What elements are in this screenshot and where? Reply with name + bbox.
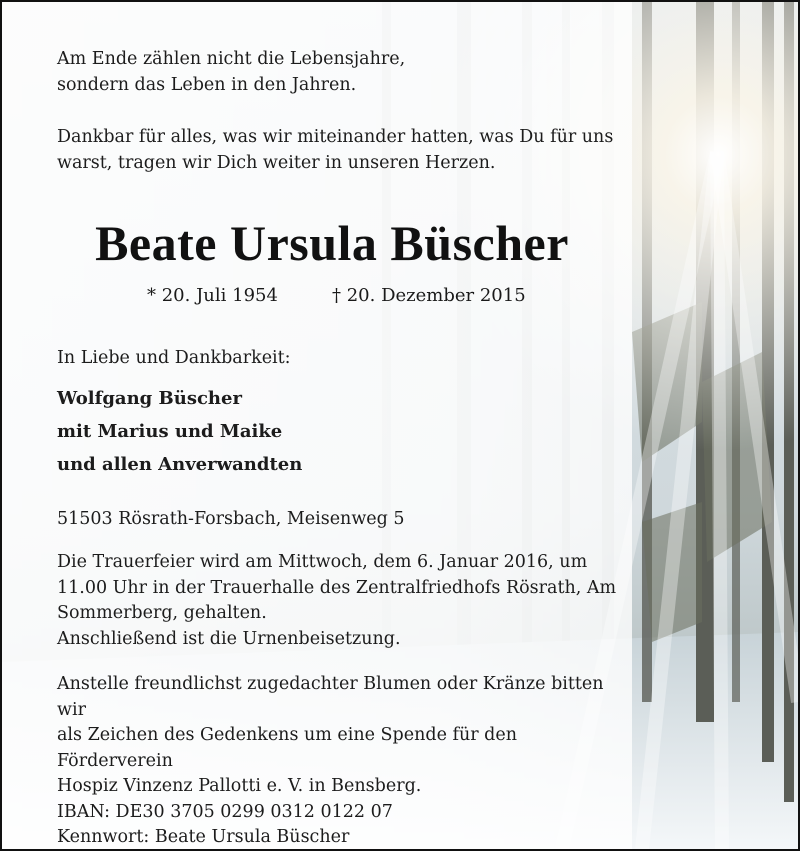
mourner-line: und allen Anverwandten: [57, 454, 303, 475]
service-line: Die Trauerfeier wird am Mittwoch, dem 6. Januar 2016, um: [57, 552, 588, 572]
birth-date: * 20. Juli 1954: [147, 285, 278, 306]
deceased-name: Beate Ursula Büscher: [95, 215, 569, 271]
iban: IBAN: DE30 3705 0299 0312 0122 07: [57, 801, 393, 822]
quote: [57, 47, 617, 98]
donation-line: Hospiz Vinzenz Pallotti e. V. in Bensberg.: [57, 776, 422, 796]
quote-line: Am Ende zählen nicht die Lebensjahre,: [57, 49, 406, 69]
service-line: 11.00 Uhr in der Trauerhalle des Zentralfriedhofs Rösrath, Am: [57, 577, 617, 598]
mourners-names: [57, 382, 302, 481]
donation-keyword: Kennwort: Beate Ursula Büscher: [57, 827, 350, 847]
mourner-line: mit Marius und Maike: [57, 421, 283, 442]
service-line: Anschließend ist die Urnenbeisetzung.: [57, 628, 401, 649]
service-line: Sommerberg, gehalten.: [57, 603, 267, 623]
gratitude-text: [57, 125, 617, 176]
quote-line: sondern das Leben in den Jahren.: [57, 74, 357, 95]
donation-line: Anstelle freundlichst zugedachter Blumen oder Kränze bitten wir: [57, 674, 604, 720]
death-date: † 20. Dezember 2015: [332, 285, 526, 306]
service-info: [57, 550, 617, 652]
gratitude-line: warst, tragen wir Dich weiter in unseren Herzen.: [57, 152, 496, 173]
donation-info: [57, 672, 627, 851]
donation-line: als Zeichen des Gedenkens um eine Spende für den Förderverein: [57, 725, 518, 771]
mourners-label: In Liebe und Dankbarkeit:: [57, 348, 291, 368]
gratitude-line: Dankbar für alles, was wir miteinander hatten, was Du für uns: [57, 127, 614, 147]
address: 51503 Rösrath-Forsbach, Meisenweg 5: [57, 509, 405, 529]
mourner-line: Wolfgang Büscher: [57, 388, 242, 409]
